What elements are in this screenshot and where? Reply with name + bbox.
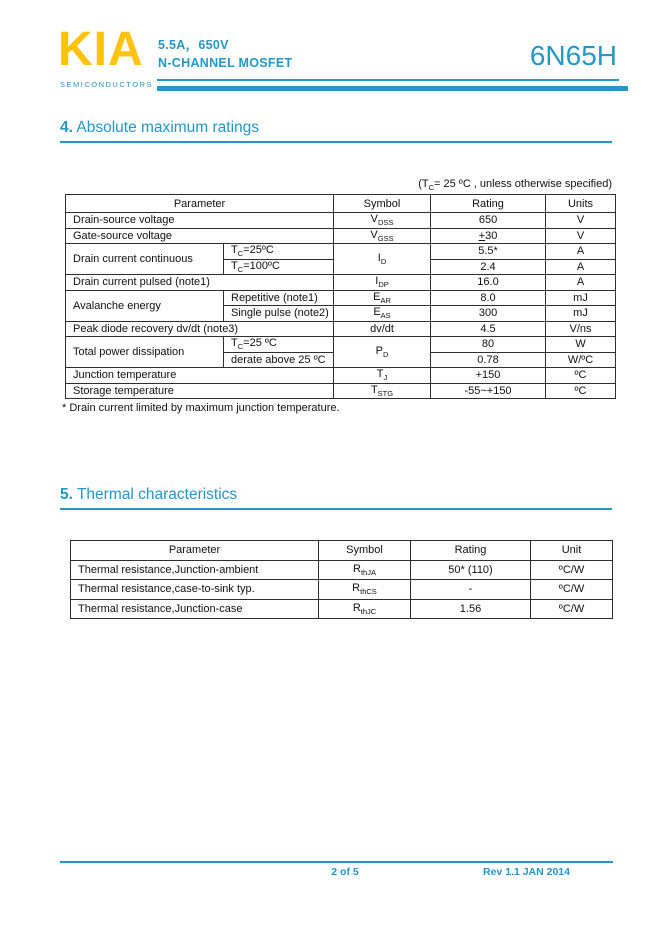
table-cell: Single pulse (note2) [224,306,334,322]
column-header: Parameter [66,195,334,213]
rating-line: 5.5A，650V [158,38,229,52]
table-cell: A [546,259,616,275]
table-cell: $R_{thCS}$ [319,580,411,600]
table-cell: $V_{GSS}$ [334,228,431,244]
table-cell: Peak diode recovery dv/dt (note3) [66,321,334,337]
table-cell: ºC/W [531,560,613,580]
table-cell: 80 [431,337,546,353]
device-type: N-CHANNEL MOSFET [158,56,293,70]
table-cell: Thermal resistance,Junction-case [71,599,319,619]
column-header: Symbol [334,195,431,213]
table-cell: V [546,228,616,244]
abs-max-table [65,194,616,399]
table-cell: $T_{STG}$ [334,383,431,399]
table-cell: ºC/W [531,599,613,619]
table-cell: Drain current continuous [66,244,224,275]
table-cell: Drain-source voltage [66,213,334,229]
part-number: 6N65H [529,40,617,71]
section-label: Absolute maximum ratings [76,119,260,136]
table-cell: V/ns [546,321,616,337]
section-title-thermal [60,486,612,510]
table-cell: Thermal resistance,Junction-ambient [71,560,319,580]
table-cell: derate above 25 ºC [224,352,334,368]
table-cell: $T_J$ [334,368,431,384]
table-cell: $E_{AR}$ [334,290,431,306]
table-cell: $T_C=25ºC$ [224,244,334,260]
table-cell: 4.5 [431,321,546,337]
table-cell: Thermal resistance,case-to-sink typ. [71,580,319,600]
section-number: 4. [60,119,73,136]
column-header: Parameter [71,541,319,561]
table-cell: +150 [431,368,546,384]
thermal-table [70,540,613,619]
table-cell: $P_D$ [334,337,431,368]
header-rule-thick [157,86,628,91]
section-label: Thermal characteristics [76,486,238,503]
table-footnote: * Drain current limited by maximum junction temperature. [62,402,340,414]
table-cell: $I_{DP}$ [334,275,431,291]
table-cell: Repetitive (note1) [224,290,334,306]
table-cell: Gate-source voltage [66,228,334,244]
table-cell: W [546,337,616,353]
table-cell: A [546,275,616,291]
table-cell: - [411,580,531,600]
table-cell: $R_{thJA}$ [319,560,411,580]
kia-logo: KIA [58,23,144,76]
table-cell: $R_{thJC}$ [319,599,411,619]
table-cell: W/ºC [546,352,616,368]
table-cell: mJ [546,306,616,322]
table-cell: 1.56 [411,599,531,619]
header-subtitle [158,36,292,72]
table-cell: ºC [546,383,616,399]
table-cell: 8.0 [431,290,546,306]
table-cell: 300 [431,306,546,322]
table-cell: 650 [431,213,546,229]
table-cell: $V_{DSS}$ [334,213,431,229]
table-condition-note: ($T_C= 25$ ºC , unless otherwise specified) [418,178,612,193]
table-cell: ºC [546,368,616,384]
table-cell: Storage temperature [66,383,334,399]
table-cell: 2.4 [431,259,546,275]
table-cell: dv/dt [334,321,431,337]
table-cell: Drain current pulsed (note1) [66,275,334,291]
column-header: Rating [411,541,531,561]
header-rule-thin [157,79,619,81]
table-cell: -55~+150 [431,383,546,399]
table-cell: 16.0 [431,275,546,291]
table-cell: 50* (110) [411,560,531,580]
table-cell: $T_C=25$ ºC [224,337,334,353]
table-cell: $I_D$ [334,244,431,275]
table-cell: +30 [431,228,546,244]
table-cell: V [546,213,616,229]
page-number: 2 of 5 [331,866,359,878]
table-cell: $T_C=100ºC$ [224,259,334,275]
revision-label: Rev 1.1 JAN 2014 [483,866,570,878]
section-number: 5. [60,486,73,503]
column-header: Symbol [319,541,411,561]
column-header: Units [546,195,616,213]
table-cell: mJ [546,290,616,306]
table-cell: Junction temperature [66,368,334,384]
table-cell: $E_{AS}$ [334,306,431,322]
column-header: Unit [531,541,613,561]
table-cell: 5.5* [431,244,546,260]
table-cell: Total power dissipation [66,337,224,368]
table-cell: 0.78 [431,352,546,368]
logo-tagline: SEMICONDUCTORS [60,80,153,89]
table-cell: A [546,244,616,260]
column-header: Rating [431,195,546,213]
table-cell: ºC/W [531,580,613,600]
footer-rule [60,861,613,863]
section-title-abs-max [60,119,612,143]
table-cell: Avalanche energy [66,290,224,321]
